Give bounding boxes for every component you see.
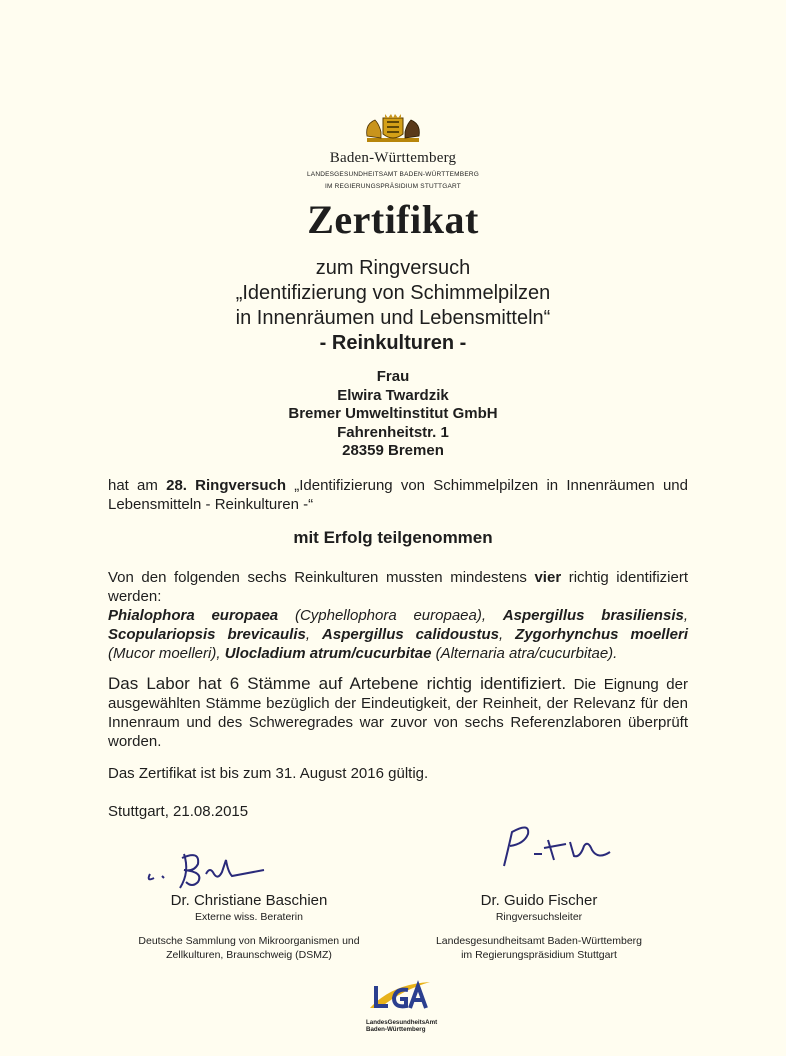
signatory-role: Ringversuchsleiter — [495, 911, 583, 923]
subtitle-line-4: - Reinkulturen - — [319, 332, 467, 354]
subtitle-line-3: in Innenräumen und Lebensmitteln“ — [235, 307, 551, 329]
species-name: Aspergillus brasiliensis — [502, 607, 684, 624]
signatory-name: Dr. Guido Fischer — [480, 892, 598, 909]
state-name: Baden-Württemberg — [329, 150, 457, 166]
signatory-org-line-1: Deutsche Sammlung von Mikroorganismen und — [138, 935, 360, 947]
signatory-org-line-2: Zellkulturen, Braunschweig (DSMZ) — [166, 949, 332, 961]
signature-fischer-icon — [490, 820, 630, 876]
authority-line-2: IM REGIERUNGSPRÄSIDIUM STUTTGART — [325, 183, 461, 190]
recipient-city: 28359 Bremen — [342, 442, 444, 459]
requirement-part-2: richtig identifiziert werden: — [108, 569, 688, 605]
species-name: Aspergillus calidoustus — [322, 626, 500, 643]
signature-baschien-icon — [140, 842, 280, 892]
lga-logo — [352, 978, 442, 1038]
species-synonym: (Mucor moelleri) — [108, 645, 217, 662]
species-synonym: (Alternaria atra/cucurbitae) — [435, 645, 614, 662]
participation-paragraph — [108, 476, 688, 514]
signatory-role: Externe wiss. Beraterin — [195, 911, 303, 923]
participation-prefix: hat am — [108, 477, 167, 494]
result-detail: Die Eignung der ausgewählten Stämme bezüglich der Eindeutigkeit, der Reinheit, der Relevanz für den Innenraum und des Schweregrades war zuvor von sechs Referenzlaboren überprüft worden. — [108, 676, 688, 750]
certificate-header — [0, 112, 786, 191]
participation-round: 28. Ringversuch — [166, 477, 287, 494]
authority-line-1: LANDESGESUNDHEITSAMT BADEN-WÜRTTEMBERG — [306, 171, 480, 178]
species-name: Scopulariopsis brevicaulis — [108, 626, 306, 643]
recipient-company: Bremer Umweltinstitut GmbH — [288, 405, 498, 422]
success-statement: mit Erfolg teilgenommen — [293, 528, 493, 547]
species-name: Phialophora europaea — [108, 607, 279, 624]
recipient-name: Elwira Twardzik — [337, 386, 449, 404]
place-date: Stuttgart, 21.08.2015 — [108, 803, 249, 820]
signatory-name: Dr. Christiane Baschien — [170, 892, 328, 909]
species-name: Zygorhynchus moelleri — [515, 626, 688, 643]
requirement-part-1: Von den folgenden sechs Reinkulturen mussten mindestens — [108, 569, 535, 586]
species-synonym: (Cyphellophora europaea) — [294, 607, 482, 624]
recipient-street: Fahrenheitstr. 1 — [337, 423, 449, 441]
result-headline: Das Labor hat 6 Stämme auf Artebene richtig identifiziert. — [108, 674, 567, 693]
subtitle-line-1: zum Ringversuch — [315, 257, 471, 279]
subtitle-block — [0, 256, 786, 356]
participation-rest: „Identifizierung von Schimmelpilzen in Innenräumen und Lebensmitteln - Reinkulturen -“ — [108, 477, 688, 513]
logo-text-line-1: LandesGesundheitsAmt — [366, 1019, 438, 1026]
requirement-count: vier — [534, 569, 562, 586]
signatory-org-line-2: im Regierungspräsidium Stuttgart — [461, 949, 617, 961]
signatory-left — [118, 892, 380, 962]
requirement-paragraph — [108, 568, 688, 663]
recipient-salutation: Frau — [376, 368, 410, 385]
lga-logo-mark-icon — [352, 978, 442, 1014]
signatory-right — [408, 892, 670, 962]
coat-of-arms-icon — [361, 112, 425, 146]
validity-statement: Das Zertifikat ist bis zum 31. August 2016 gültig. — [108, 765, 429, 782]
species-list: Phialophora europaea (Cyphellophora europaea), Aspergillus brasiliensis, Scopulariopsis brevicaulis, Aspergillus calidoustus, Zygorhynchus moelleri (Mucor moelleri), Ulocladium atrum/cucurbitae (Alternaria atra/cucurbitae). — [108, 607, 688, 662]
species-name: Ulocladium atrum/cucurbitae — [224, 645, 432, 662]
logo-text-line-2: Baden-Württemberg — [366, 1026, 426, 1033]
result-paragraph — [108, 674, 688, 751]
subtitle-line-2: „Identifizierung von Schimmelpilzen — [235, 282, 551, 304]
signatory-org-line-1: Landesgesundheitsamt Baden-Württemberg — [435, 935, 643, 947]
recipient-block — [0, 368, 786, 461]
document-title: Zertifikat — [307, 197, 479, 242]
